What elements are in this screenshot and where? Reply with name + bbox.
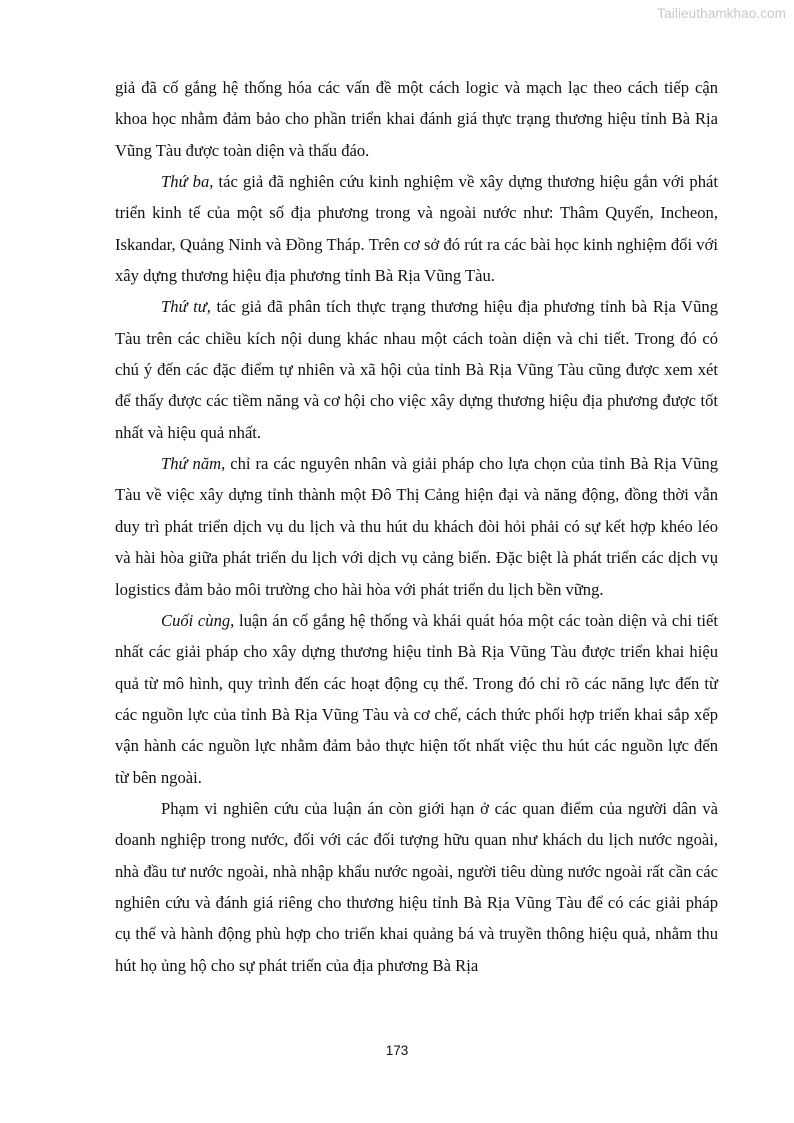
watermark-text: Tailieuthamkhao.com: [657, 6, 786, 21]
paragraph-thu-ba: [115, 166, 718, 291]
paragraph-text: luận án cố gắng hệ thống và khái quát hóa một các toàn diện và chi tiết nhất các giải pháp cho xây dựng thương hiệu tỉnh Bà Rịa Vũng Tàu được triển khai hiệu quả từ mô hình, quy trình đến các hoạt động cụ thể. Trong đó chỉ rõ các năng lực đến từ các nguồn lực của tỉnh Bà Rịa Vũng Tàu và cơ chế, cách thức phối hợp triển khai sắp xếp vận hành các nguồn lực nhằm đảm bảo thực hiện tốt nhất việc thu hút các nguồn lực đến từ bên ngoài.: [115, 610, 719, 787]
paragraph-thu-nam: [115, 448, 718, 605]
paragraph-lead: Thứ tư,: [161, 297, 211, 317]
paragraph-lead: Thứ ba,: [161, 172, 214, 192]
document-body: [115, 72, 718, 981]
paragraph-text: tác giả đã nghiên cứu kinh nghiệm về xây dựng thương hiệu gắn với phát triển kinh tế của một số địa phương trong và ngoài nước như: Thâm Quyến, Incheon, Iskandar, Quảng Ninh và Đồng Tháp. Trên cơ sở đó rút ra các bài học kinh nghiệm đối với xây dựng thương hiệu địa phương tỉnh Bà Rịa Vũng Tàu.: [115, 172, 718, 286]
paragraph-thu-tu: [115, 291, 718, 448]
paragraph-text: giả đã cố gắng hệ thống hóa các vấn đề một cách logic và mạch lạc theo cách tiếp cận khoa học nhằm đảm bảo cho phần triển khai đánh giá thực trạng thương hiệu tỉnh Bà Rịa Vũng Tàu được toàn diện và thấu đáo.: [115, 78, 718, 160]
paragraph-pham-vi: [115, 793, 718, 981]
paragraph-text: tác giả đã phân tích thực trạng thương hiệu địa phương tỉnh bà Rịa Vũng Tàu trên các chiều kích nội dung khác nhau một cách toàn diện và chi tiết. Trong đó có chú ý đến các đặc điểm tự nhiên và xã hội của tỉnh Bà Rịa Vũng Tàu cũng được xem xét để thấy được các tiềm năng và cơ hội cho việc xây dựng thương hiệu địa phương được tốt nhất và hiệu quả nhất.: [115, 297, 718, 442]
paragraph-continuation: [115, 72, 718, 166]
paragraph-cuoi-cung: [115, 605, 718, 793]
paragraph-lead: Thứ năm,: [161, 454, 226, 474]
paragraph-lead: Cuối cùng,: [161, 610, 235, 630]
paragraph-text: chỉ ra các nguyên nhân và giải pháp cho lựa chọn của tỉnh Bà Rịa Vũng Tàu về việc xây dựng tỉnh thành một Đô Thị Cảng hiện đại và năng động, đồng thời vẫn duy trì phát triển dịch vụ du lịch và thu hút du khách đòi hỏi phải có sự kết hợp khéo léo và hài hòa giữa phát triển du lịch với dịch vụ cảng biển. Đặc biệt là phát triển các dịch vụ logistics đảm bảo môi trường cho hài hòa với phát triển du lịch bền vững.: [115, 454, 718, 599]
page-number: 173: [385, 1043, 409, 1058]
paragraph-text: Phạm vi nghiên cứu của luận án còn giới hạn ở các quan điểm của người dân và doanh nghiệp trong nước, đối với các đối tượng hữu quan như khách du lịch nước ngoài, nhà đầu tư nước ngoài, nhà nhập khẩu nước ngoài, người tiêu dùng nước ngoài rất cần các nghiên cứu và đánh giá riêng cho thương hiệu tỉnh Bà Rịa Vũng Tàu để có các giải pháp cụ thể và hành động phù hợp cho triển khai quảng bá và truyền thông hiệu quả, nhằm thu hút họ ủng hộ cho sự phát triển của địa phương Bà Rịa: [115, 798, 718, 975]
